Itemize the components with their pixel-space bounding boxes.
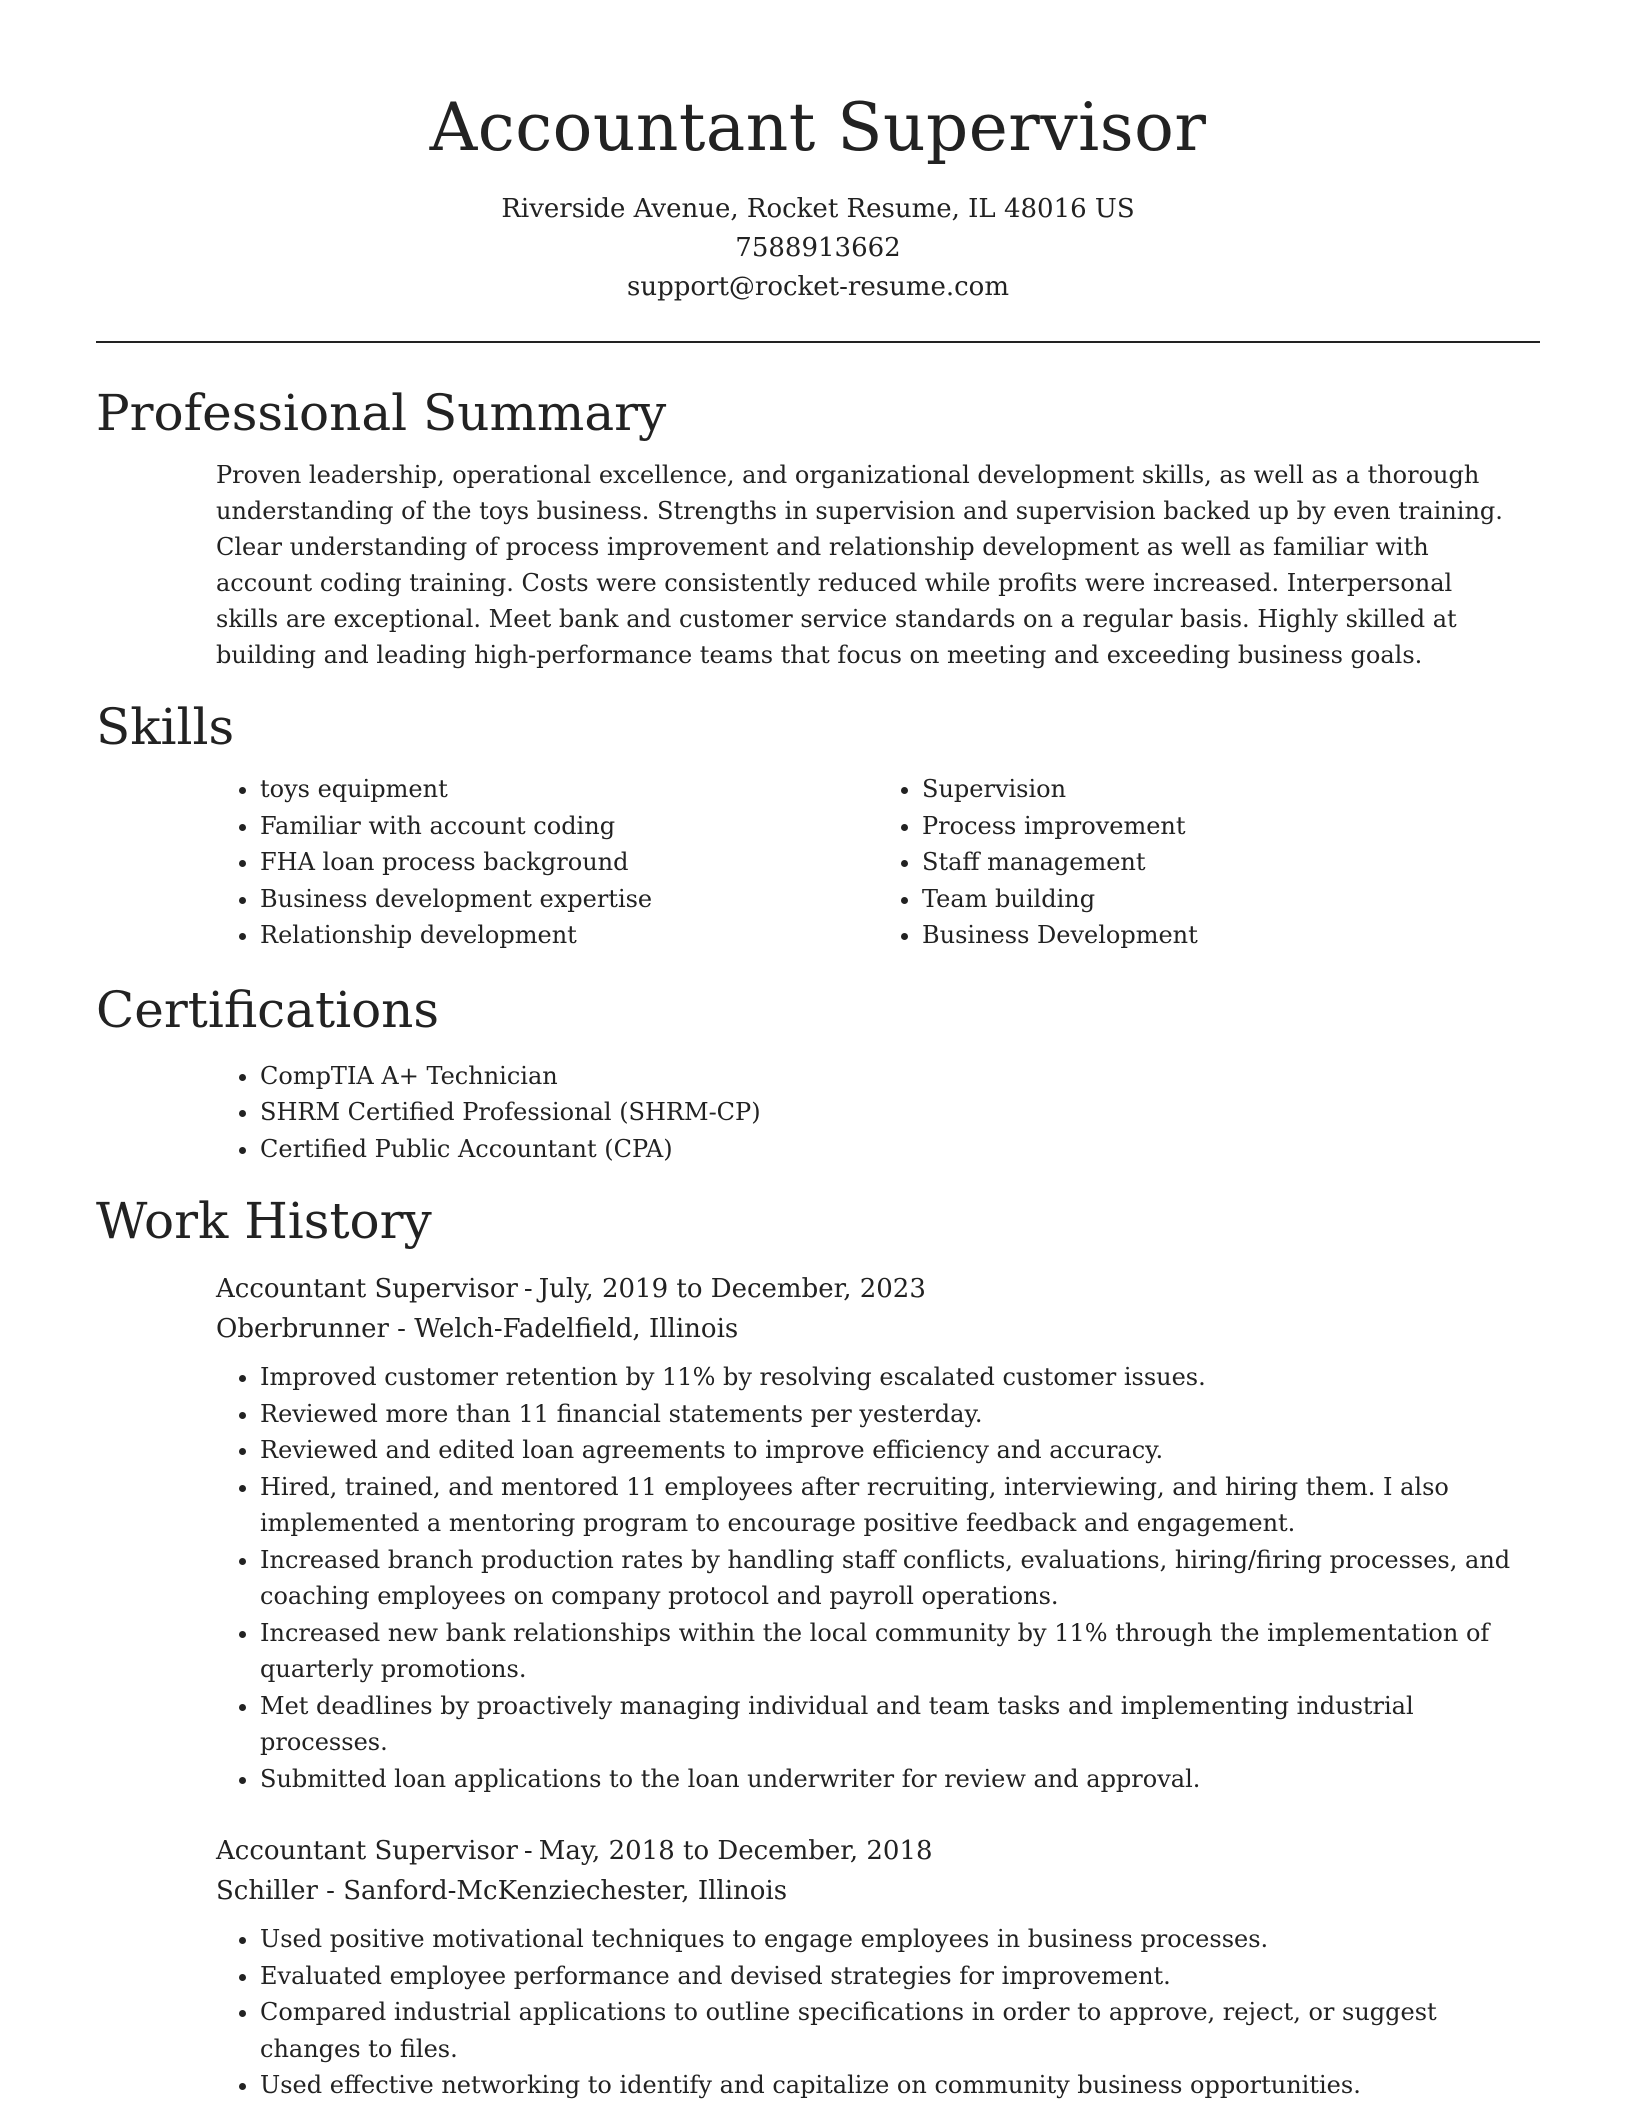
job-location: McKenziechester, Illinois <box>456 1876 788 1906</box>
contact-address: Riverside Avenue, Rocket Resume, IL 48016 US <box>501 194 1135 224</box>
job-entry <box>216 1831 1540 2104</box>
job-bullet: • Used positive motivational techniques to engage employees in business processes. <box>260 1921 1540 1958</box>
work-history-section <box>96 1191 1540 2104</box>
summary-text: Proven leadership, operational excellence, and organizational development skills, as well as a thorough understanding of the toys business. Strengths in supervision and supervision backed up by even training. Clear understanding of process improvement and relationship development as well as familiar with account coding training. Costs were consistently reduced while profits were increased. Interpersonal skills are exceptional. Meet bank and customer service standards on a regular basis. Highly skilled at building and leading high-performance teams that focus on meeting and exceeding business goals. <box>216 461 1503 669</box>
skills-list-right <box>878 771 1540 954</box>
job-bullet: • Reviewed more than 11 financial statements per yesterday. <box>260 1396 1540 1433</box>
job-company-line <box>216 1309 1540 1349</box>
certification-item: • SHRM Certified Professional (SHRM-CP) <box>260 1094 1540 1131</box>
certifications-list <box>216 1058 1540 1168</box>
skill-item: • Staff management <box>922 844 1540 881</box>
skill-item: • Process improvement <box>922 808 1540 845</box>
job-company: Oberbrunner - Welch <box>216 1314 494 1344</box>
job-title: Accountant Supervisor <box>216 1836 518 1866</box>
certification-item: • Certified Public Accountant (CPA) <box>260 1131 1540 1168</box>
skill-item: • FHA loan process background <box>260 844 878 881</box>
job-separator: - <box>523 1836 533 1866</box>
skills-heading: Skills <box>96 698 235 756</box>
job-title-line <box>216 1269 1540 1309</box>
job-bullet: • Evaluated employee performance and devised strategies for improvement. <box>260 1958 1540 1995</box>
job-title-line <box>216 1831 1540 1871</box>
skills-columns <box>216 771 1540 954</box>
skills-section <box>96 697 1540 954</box>
skill-item: • Business Development <box>922 917 1540 954</box>
header-divider <box>96 341 1540 343</box>
job-entry <box>216 1269 1540 1797</box>
skills-list-left <box>216 771 878 954</box>
skill-item: • Business development expertise <box>260 881 878 918</box>
job-dates: May, 2018 to December, 2018 <box>538 1836 933 1866</box>
job-bullet: • Reviewed and edited loan agreements to improve efficiency and accuracy. <box>260 1432 1540 1469</box>
job-location: Fadelfield, Illinois <box>502 1314 739 1344</box>
skill-item: • Supervision <box>922 771 1540 808</box>
job-company: Schiller - Sanford <box>216 1876 448 1906</box>
certifications-heading: Certifications <box>96 980 440 1039</box>
job-bullet: • Used effective networking to identify and capitalize on community business opportunities. <box>260 2067 1540 2104</box>
skill-item: • Familiar with account coding <box>260 808 878 845</box>
job-bullet: • Hired, trained, and mentored 11 employees after recruiting, interviewing, and hiring them. I also implemented a mentoring program to encourage positive feedback and engagement. <box>260 1469 1540 1542</box>
skill-item: • Team building <box>922 881 1540 918</box>
resume-header <box>96 0 1540 307</box>
job-company-line <box>216 1871 1540 1911</box>
job-bullet: • Compared industrial applications to outline specifications in order to approve, reject, or suggest changes to files. <box>260 1994 1540 2067</box>
contact-phone: 7588913662 <box>735 233 901 263</box>
contact-block <box>96 190 1540 307</box>
job-title: Accountant Supervisor <box>216 1274 518 1304</box>
job-bullet: • Increased branch production rates by handling staff conflicts, evaluations, hiring/firing processes, and coaching employees on company protocol and payroll operations. <box>260 1542 1540 1615</box>
job-bullet: • Improved customer retention by 11% by resolving escalated customer issues. <box>260 1359 1540 1396</box>
job-bullet: • Met deadlines by proactively managing individual and team tasks and implementing industrial processes. <box>260 1688 1540 1761</box>
contact-email: support@rocket-resume.com <box>626 272 1009 302</box>
work-history-heading: Work History <box>96 1192 432 1250</box>
job-bullet: • Submitted loan applications to the loan underwriter for review and approval. <box>260 1761 1540 1798</box>
summary-section <box>96 383 1540 673</box>
certification-item: • CompTIA A+ Technician <box>260 1058 1540 1095</box>
job-separator: - <box>447 1876 457 1906</box>
certifications-section <box>96 980 1540 1168</box>
job-bullets <box>216 1359 1540 1797</box>
summary-heading: Professional Summary <box>96 384 667 442</box>
skill-item: • Relationship development <box>260 917 878 954</box>
resume-page <box>96 0 1540 2104</box>
job-separator: - <box>493 1314 503 1344</box>
job-bullet: • Increased new bank relationships within the local community by 11% through the implementation of quarterly promotions. <box>260 1615 1540 1688</box>
skill-item: • toys equipment <box>260 771 878 808</box>
job-bullets <box>216 1921 1540 2104</box>
resume-name: Accountant Supervisor <box>429 89 1207 166</box>
job-dates: July, 2019 to December, 2023 <box>538 1274 926 1304</box>
job-separator: - <box>523 1274 533 1304</box>
